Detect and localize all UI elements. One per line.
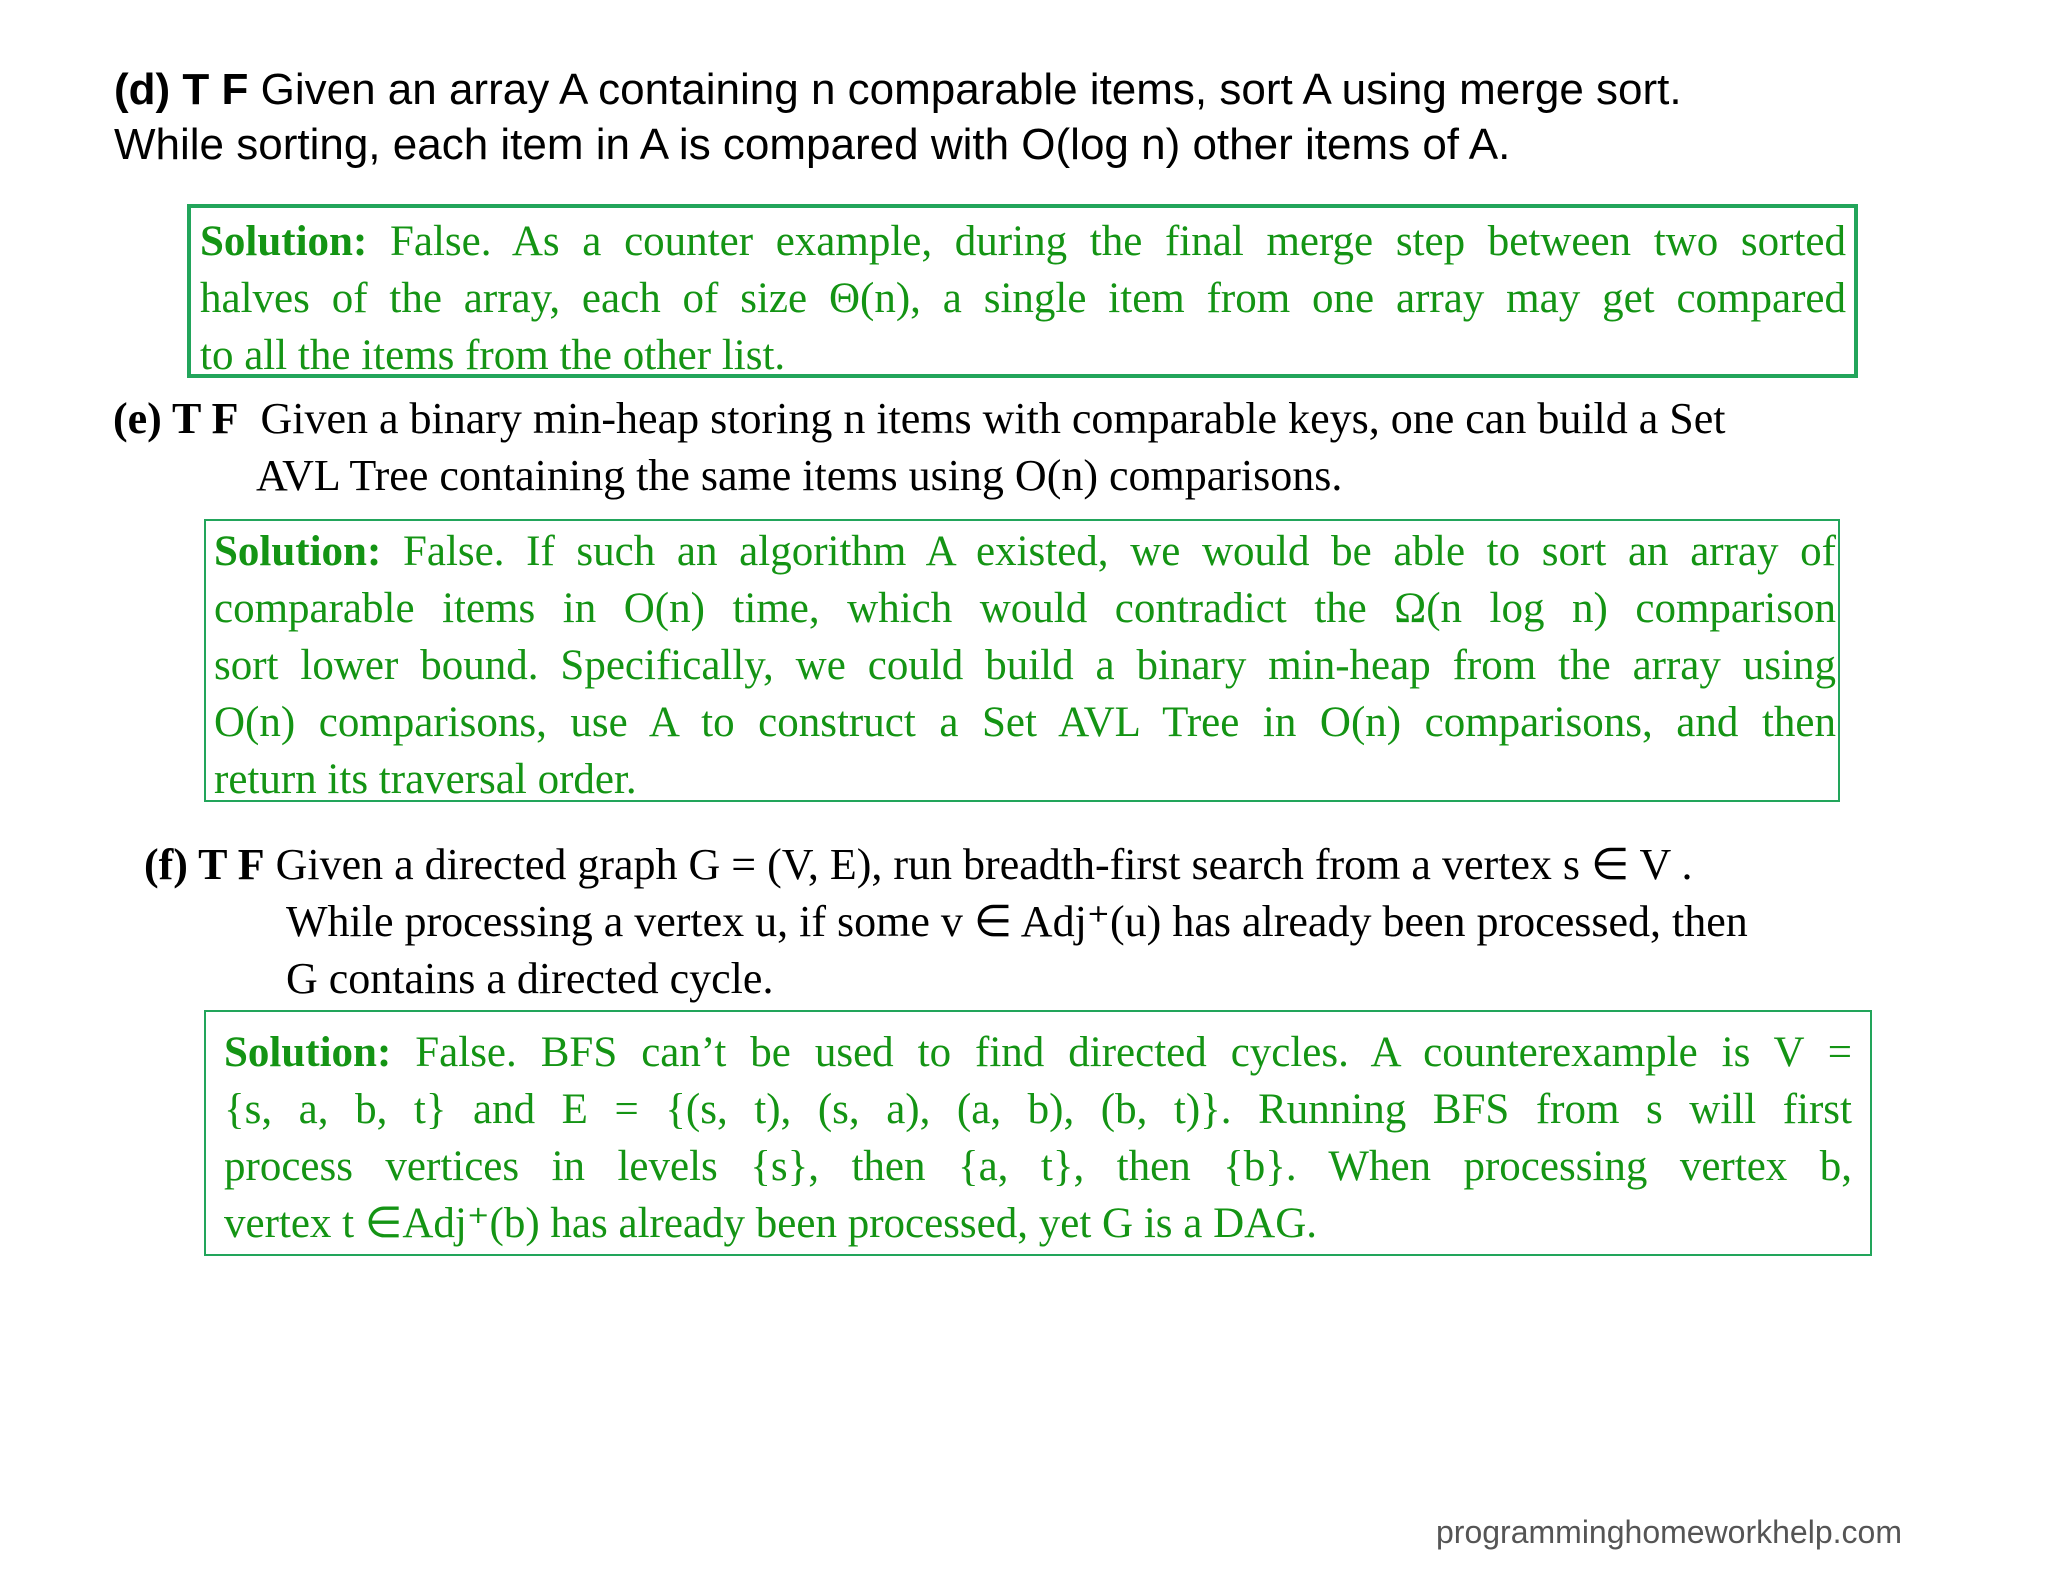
solution-d-line-3: to all the items from the other list. [200, 332, 786, 378]
solution-e-line-1 [214, 523, 1836, 580]
solution-d-text-1: False. As a counter example, during the final merge step between two sorted [389, 218, 1847, 265]
solution-f-line-1 [224, 1024, 1852, 1081]
question-f-line-1 [144, 836, 1748, 893]
question-d [114, 62, 1914, 172]
question-f-label: (f) T F [144, 840, 265, 889]
question-d-line-2: While sorting, each item in A is compared with O(log n) other items of A. [114, 120, 1511, 169]
question-f-line-3: G contains a directed cycle. [286, 954, 774, 1003]
solution-f-line-3: process vertices in levels {s}, then {a, t}, then {b}. When processing vertex b, [224, 1143, 1852, 1190]
question-f-text-1: Given a directed graph G = (V, E), run breadth-first search from a vertex s ∈ V . [275, 840, 1693, 889]
question-e-line-2: AVL Tree containing the same items using O(n) comparisons. [256, 451, 1343, 500]
solution-box-d [187, 204, 1858, 378]
question-f-line-2: While processing a vertex u, if some v ∈ Adj⁺(u) has already been processed, then [286, 897, 1748, 946]
solution-e-label: Solution: [214, 528, 382, 575]
solution-f-text-1: False. BFS can’t be used to find directed cycles. A counterexample is V = [415, 1029, 1852, 1076]
question-f [144, 836, 1748, 1007]
question-d-text-1: Given an array A containing n comparable items, sort A using merge sort. [260, 65, 1682, 114]
solution-f-label: Solution: [224, 1029, 392, 1076]
question-e-line-1 [113, 390, 1726, 447]
solution-f-line-4: vertex t ∈Adj⁺(b) has already been processed, yet G is a DAG. [224, 1200, 1317, 1247]
solution-d-label: Solution: [200, 218, 368, 265]
solution-d-line-2: halves of the array, each of size Θ(n), a single item from one array may get compared [200, 275, 1846, 322]
solution-box-f [204, 1010, 1872, 1256]
solution-e-line-5: return its traversal order. [214, 756, 637, 802]
question-d-line-1 [114, 62, 1914, 117]
solution-e-text-1: False. If such an algorithm A existed, we would be able to sort an array of [402, 528, 1836, 575]
question-e [113, 390, 1726, 504]
footer-site-url: programminghomeworkhelp.com [1436, 1514, 1902, 1550]
solution-e-line-4: O(n) comparisons, use A to construct a Set AVL Tree in O(n) comparisons, and then [214, 699, 1836, 746]
solution-f-line-2: {s, a, b, t} and E = {(s, t), (s, a), (a, b), (b, t)}. Running BFS from s will first [224, 1086, 1852, 1133]
solution-box-e [204, 519, 1840, 802]
question-d-label: (d) T F [114, 65, 249, 114]
solution-e-line-3: sort lower bound. Specifically, we could build a binary min-heap from the array using [214, 642, 1836, 689]
question-e-text-1: Given a binary min-heap storing n items with comparable keys, one can build a Set [260, 394, 1726, 443]
solution-e-line-2: comparable items in O(n) time, which would contradict the Ω(n log n) comparison [214, 585, 1836, 632]
question-e-label: (e) T F [113, 394, 239, 443]
solution-d-line-1 [200, 213, 1846, 270]
